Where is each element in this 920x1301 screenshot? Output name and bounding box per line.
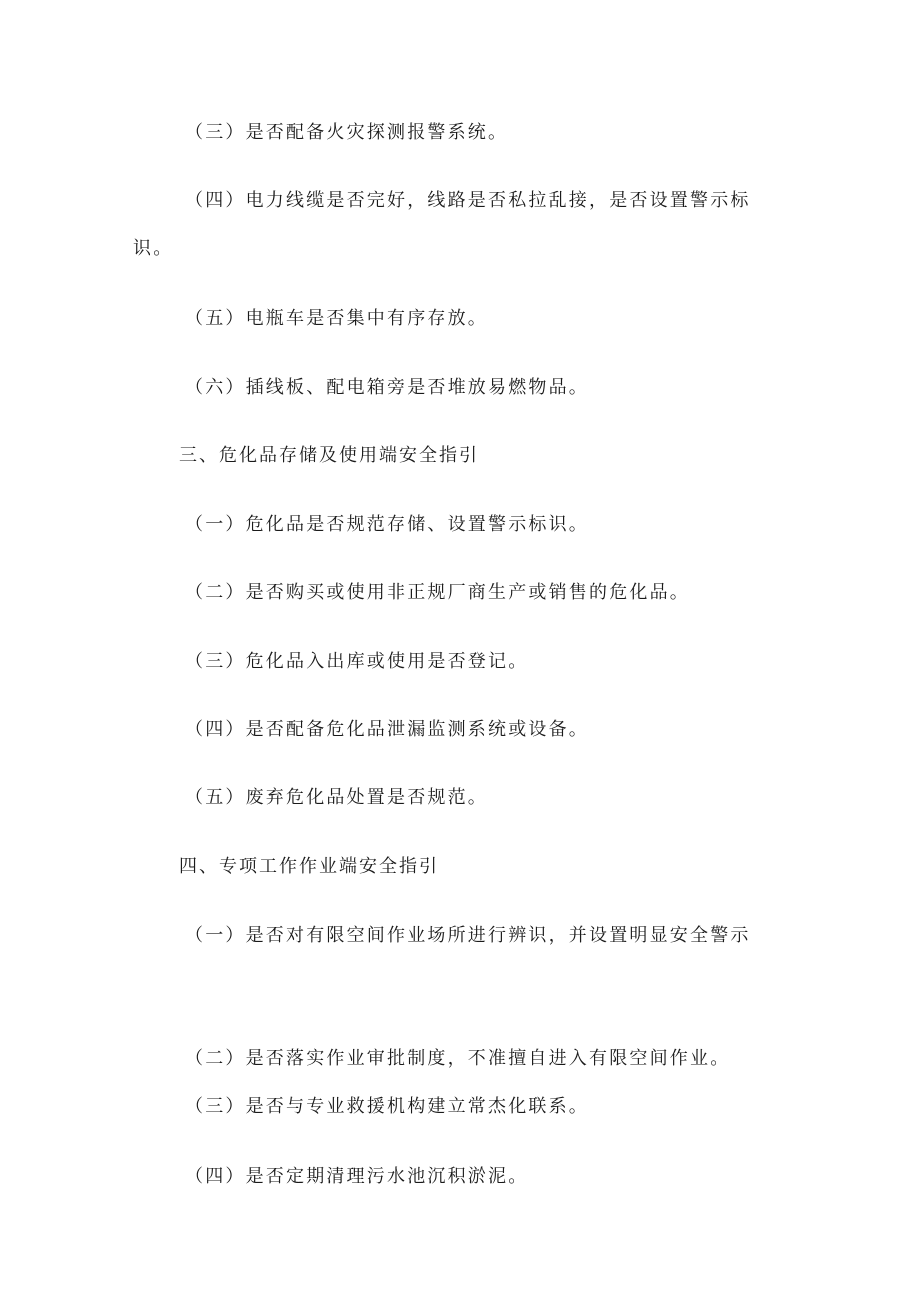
paragraph-line: （五）废弃危化品处置是否规范。 — [185, 787, 488, 808]
paragraph-line: （四）是否定期清理污水池沉积淤泥。 — [185, 1166, 529, 1187]
section-heading: 四、专项工作作业端安全指引 — [179, 856, 439, 877]
paragraph-line: （四）是否配备危化品泄漏监测系统或设备。 — [185, 719, 589, 740]
section-heading: 三、危化品存储及使用端安全指引 — [179, 445, 479, 466]
paragraph-line: （一）是否对有限空间作业场所进行辨识，并设置明显安全警示 — [185, 925, 751, 946]
paragraph-line: （三）危化品入出库或使用是否登记。 — [185, 651, 529, 672]
paragraph-line: （二）是否购买或使用非正规厂商生产或销售的危化品。 — [185, 582, 690, 603]
paragraph-line: （五）电瓶车是否集中有序存放。 — [185, 308, 488, 329]
paragraph-line: （二）是否落实作业审批制度，不准擅自进入有限空间作业。 — [185, 1048, 731, 1069]
paragraph-line: （三）是否配备火灾探测报警系统。 — [185, 122, 509, 143]
paragraph-line: （一）危化品是否规范存储、设置警示标识。 — [185, 514, 589, 535]
paragraph-line: （四）电力线缆是否完好，线路是否私拉乱接，是否设置警示标 — [185, 190, 751, 211]
paragraph-line: 识。 — [133, 238, 174, 259]
paragraph-line: （六）插线板、配电箱旁是否堆放易燃物品。 — [185, 377, 589, 398]
paragraph-line: （三）是否与专业救援机构建立常杰化联系。 — [185, 1096, 589, 1117]
